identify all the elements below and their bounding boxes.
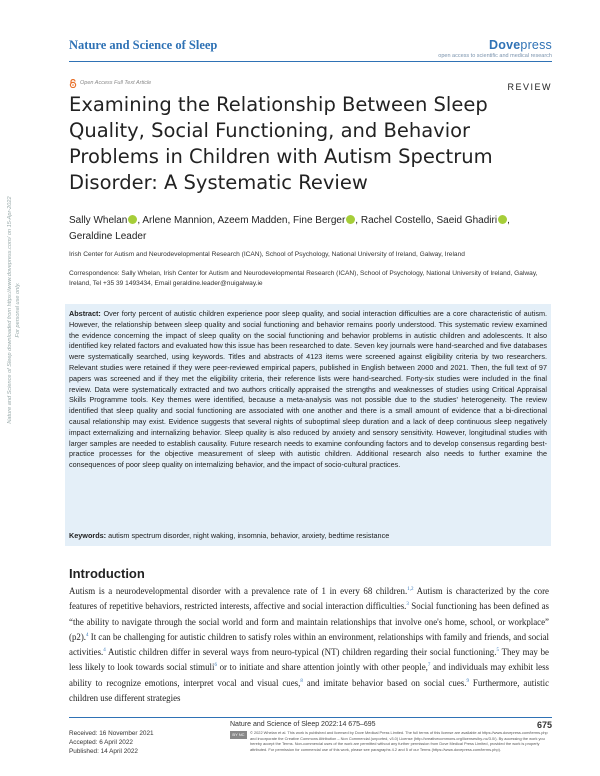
title-line: Problems in Children with Autism Spectrum	[69, 145, 493, 168]
open-access-label: Open Access Full Text Article	[80, 80, 152, 86]
introduction-text	[69, 584, 549, 706]
author-name[interactable]: Rachel Costello	[360, 215, 431, 226]
header-divider	[69, 61, 552, 62]
citation-ref[interactable]: 4	[103, 648, 106, 654]
received-date: Received: 16 November 2021	[69, 730, 154, 737]
intro-text: It can be challenging for autistic children to satisfy roles within an environment, relationships with family and friends, and social activities.	[69, 631, 549, 658]
keywords	[69, 531, 547, 540]
abstract-label: Abstract:	[69, 309, 101, 318]
article-type: REVIEW	[507, 82, 552, 92]
intro-text: Autism is a neurodevelopmental disorder with a prevalence rate of 1 in every 68 children.	[69, 586, 408, 596]
intro-text: They may be less likely to look towards social stimuli	[69, 647, 549, 673]
watermark-line: Nature and Science of Sleep downloaded from https://www.dovepress.com/ on 15-Apr-2022	[7, 196, 13, 424]
article-title	[69, 92, 549, 196]
abstract-text: Over forty percent of autistic children experience poor sleep quality, and social interaction difficulties are a core characteristic of autism. However, the relationship between sleep quality and social functioning and behavior remains poorly understood. This systematic review examined the evidence concerning the impact of sleep quality on the social functioning and behavior problems in autistic children and adolescents. It also identified key related factors and evaluated how this issue has been researched to date. Seven key journals were hand-searched and five databases were systematically searched, using keywords. Titles and abstracts of 4123 items were screened against eligibility criteria by two researchers. Relevant studies were retained if they were peer-reviewed empirical papers, published in English between 2000 and 2021. Then, the full text of 97 papers was screened and if they met the eligibility criteria, their reference lists were hand-searched. Forty-six studies were included in the final review. Data were systematically extracted and two authors critically appraised the strengths and weaknesses of studies using Critical Appraisal Skills Programme tools. Key themes were identified, because a meta-analysis was not possible due to the studies' heterogeneity. The review identified that sleep quality and social functioning are associated with one another and there is a small amount of evidence that a bi-directional causal relationship may exist. Evidence suggests that several nights of suboptimal sleep duration and a lack of deep continuous sleep negatively impact externalizing and internalizing behavior. Sleep quality is also reduced by anxiety and sensory sensitivity. However, longitudinal studies with larger samples are needed to establish causality. Future research needs to examine confounding factors and to develop consensus regarding best-practice processes for the objective measurement of sleep with autistic children. Additional research also needs to further examine the consequences of poor sleep quality on internalizing behavior, and the impact of socio-cultural practices.	[69, 309, 548, 470]
intro-text: Social functioning has been defined as “the ability to navigate through the social world and form and maintain relationships that involve one's home, school, or workplace” (p2).	[69, 601, 549, 642]
intro-text: Furthermore, autistic children use different strategies	[69, 677, 550, 704]
correspondence: Correspondence: Sally Whelan, Irish Center for Autism and Neurodevelopmental Research (ICAN), School of Psychology, National University of Ireland, Galway, Ireland, Tel +35 39 1493434, Email geraldine.leader@nuigalway.ie	[69, 270, 538, 287]
title-line: Quality, Social Functioning, and Behavior	[69, 119, 471, 142]
cc-license-badge[interactable]: BY NC	[230, 731, 247, 739]
keywords-label: Keywords:	[69, 531, 107, 540]
open-access-icon	[69, 79, 77, 88]
journal-citation[interactable]: Nature and Science of Sleep 2022:14 675–695	[230, 721, 376, 728]
author-name[interactable]: Sally Whelan	[69, 215, 128, 226]
citation-ref[interactable]: 3	[406, 602, 409, 608]
publisher-press: press	[520, 38, 552, 52]
citation-ref[interactable]: 7	[427, 663, 431, 669]
orcid-icon[interactable]	[498, 215, 507, 224]
author-name[interactable]: Arlene Mannion	[142, 215, 213, 226]
orcid-icon[interactable]	[128, 215, 137, 224]
orcid-icon[interactable]	[346, 215, 355, 224]
section-heading-introduction: Introduction	[69, 566, 145, 581]
keywords-text: autism spectrum disorder, night waking, insomnia, behavior, anxiety, bedtime resistance	[108, 531, 390, 540]
watermark-line: For personal use only.	[15, 282, 21, 338]
publisher-dove: Dove	[489, 38, 521, 52]
affiliation: Irish Center for Autism and Neurodevelopmental Research (ICAN), School of Psychology, National University of Ireland, Galway, Ireland	[69, 251, 465, 258]
citation-ref[interactable]: 1,2	[407, 587, 414, 593]
intro-text: or to initiate and share attention jointly with other people,	[216, 662, 428, 673]
intro-text: and individuals may exhibit less ability to recognize emotions, interpret vocal and visual cues,	[69, 662, 550, 688]
author-name[interactable]: Geraldine Leader	[69, 231, 147, 242]
author-list: Sally Whelan , Arlene Mannion, Azeem Madden, Fine Berger , Rachel Costello, Saeid Ghadiri , Geraldine Leader	[69, 215, 510, 242]
published-date: Published: 14 April 2022	[69, 748, 138, 755]
citation-ref[interactable]: 8	[300, 678, 303, 684]
citation-ref[interactable]: 5	[496, 648, 499, 654]
page-number: 675	[536, 720, 552, 730]
author-name[interactable]: Saeid Ghadiri	[436, 215, 498, 226]
license-text: © 2022 Whelan et al. This work is published and licensed by Dove Medical Press Limited. The full terms of this license are available at https://www.dovepress.com/terms.php and incorporate the Creative Commons Attribution – Non Commercial (unported, v3.0) License (http://creativecommons.org/licenses/by-nc/3.0/). By accessing the work you hereby accept the Terms. Non-commercial uses of the work are permitted without any further permission from Dove Medical Press Limited, provided the work is properly attributed. For permission for commercial use of this work, please see paragraphs 4.2 and 5 of our Terms (https://www.dovepress.com/terms.php).	[250, 730, 548, 753]
citation-ref[interactable]: 9	[466, 678, 469, 684]
accepted-date: Accepted: 6 April 2022	[69, 739, 133, 746]
publisher-logo[interactable]	[489, 38, 552, 52]
intro-text: Autistic children differ in several ways from neuro-typical (NT) children regarding their social functioning.	[105, 647, 497, 658]
download-watermark	[6, 140, 22, 480]
title-line: Examining the Relationship Between Sleep	[69, 93, 488, 116]
title-line: Disorder: A Systematic Review	[69, 171, 368, 194]
intro-text: Autism is characterized by the core features of repetitive behaviors, restricted interests, affective and social interaction difficulties.	[69, 586, 549, 612]
footer-divider	[69, 717, 552, 718]
citation-ref[interactable]: 6	[214, 663, 217, 669]
citation-ref[interactable]: 4	[86, 632, 89, 638]
publisher-tagline: open access to scientific and medical research	[438, 53, 552, 59]
author-name[interactable]: Azeem Madden	[217, 215, 288, 226]
intro-text: and imitate behavior based on social cues.	[302, 677, 467, 688]
publication-dates	[69, 729, 154, 756]
author-name[interactable]: Fine Berger	[293, 215, 346, 226]
abstract	[69, 309, 547, 471]
journal-title[interactable]: Nature and Science of Sleep	[69, 38, 218, 52]
